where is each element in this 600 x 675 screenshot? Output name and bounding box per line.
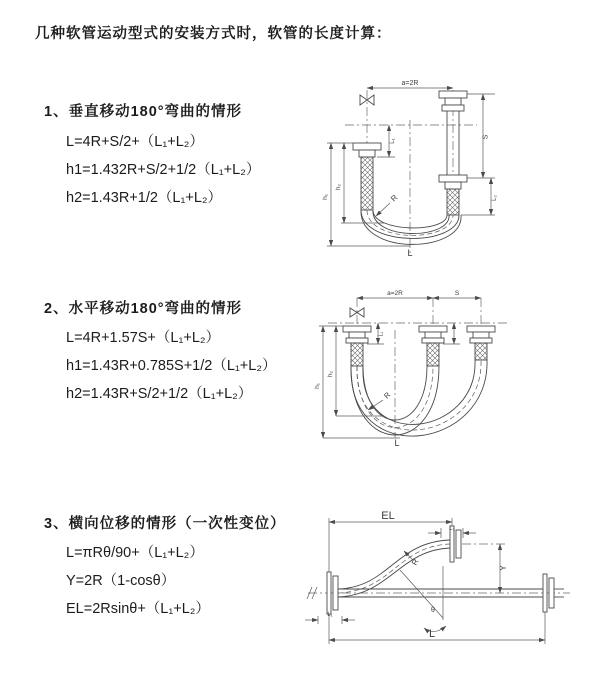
- hose-s-curve: [338, 540, 450, 597]
- theta-angle-construction: [400, 566, 446, 632]
- flange-left: [343, 326, 371, 366]
- dim-label-h2: h₂: [327, 370, 334, 378]
- dim-label-el: EL: [381, 510, 395, 522]
- dim-label-width: a=2R: [401, 80, 419, 87]
- braided-hose-left: [361, 157, 373, 210]
- formula-h1: h1=1.43R+0.785S+1/2（L₁+L₂）: [66, 358, 277, 374]
- diagram-vertical-180-bend: [315, 75, 505, 260]
- flange-right-top-collar: [442, 105, 464, 111]
- dim-label-h2: h₂: [335, 183, 342, 191]
- dim-label-width: a=2R: [387, 290, 403, 297]
- flange-right-top: [439, 91, 467, 98]
- theta-label: θ: [431, 607, 435, 614]
- flange-middle: [419, 326, 447, 366]
- radius-leader-line: [376, 203, 390, 216]
- radius-label: R: [409, 557, 421, 567]
- dim-label-y: Y: [499, 565, 508, 571]
- section-3-heading: 3、横向位移的情形（一次性变位）: [44, 516, 286, 532]
- dim-label-h1: h₁: [322, 194, 329, 200]
- hose-u-bend-curves: [351, 360, 487, 436]
- dim-label-fitting-right: L₂: [492, 195, 498, 201]
- dim-label-fitting-top: L₁: [449, 525, 455, 532]
- braided-hose-right: [447, 189, 459, 215]
- flange-right: [543, 574, 564, 612]
- length-label: L: [407, 248, 413, 258]
- dim-label-fitting-left: L₁: [390, 138, 396, 144]
- formula-h1: h1=1.432R+S/2+1/2（L₁+L₂）: [66, 162, 261, 178]
- section-1-formulas: [66, 128, 260, 212]
- section-2-heading: 2、水平移动180°弯曲的情形: [44, 301, 243, 317]
- radius-label: R: [382, 390, 393, 401]
- formula-el: EL=2Rsinθ+（L₁+L₂）: [66, 601, 210, 617]
- formula-length: L=4R+S/2+（L₁+L₂）: [66, 134, 204, 150]
- dim-label-fitting-left: L₁: [378, 331, 385, 337]
- flange-left: [353, 143, 381, 150]
- section-2-formulas: [66, 324, 276, 408]
- section-1-heading: 1、垂直移动180°弯曲的情形: [44, 104, 243, 120]
- radius-label: R: [389, 192, 400, 204]
- formula-length: L=4R+1.57S+（L₁+L₂）: [66, 330, 221, 346]
- dim-label-fitting-left: L₁: [327, 612, 333, 618]
- formula-length: L=πRθ/90+（L₁+L₂）: [66, 545, 204, 561]
- flange-right: [467, 326, 495, 360]
- hose-u-bend-curves: [361, 210, 461, 244]
- diagram-lateral-displacement: [300, 508, 595, 658]
- length-label: L: [428, 628, 436, 640]
- dim-label-h1: h₁: [314, 383, 321, 389]
- formula-y: Y=2R（1-cosθ）: [66, 573, 176, 589]
- flange-right-lower-hub: [445, 182, 461, 189]
- page-title: 几种软管运动型式的安装方式时，软管的长度计算：: [35, 26, 392, 42]
- length-label: L: [394, 438, 400, 448]
- formula-h2: h2=1.43R+1/2（L₁+L₂）: [66, 190, 223, 206]
- dim-label-stroke: S: [482, 134, 490, 140]
- flange-right-top-hub: [445, 98, 461, 105]
- diagram-horizontal-180-bend: [310, 288, 565, 450]
- dim-label-stroke: S: [454, 290, 460, 297]
- formula-h2: h2=1.43R+S/2+1/2（L₁+L₂）: [66, 386, 253, 402]
- section-3-formulas: [66, 539, 210, 623]
- flange-right-lower: [439, 175, 467, 182]
- flange-left-hub: [359, 150, 375, 157]
